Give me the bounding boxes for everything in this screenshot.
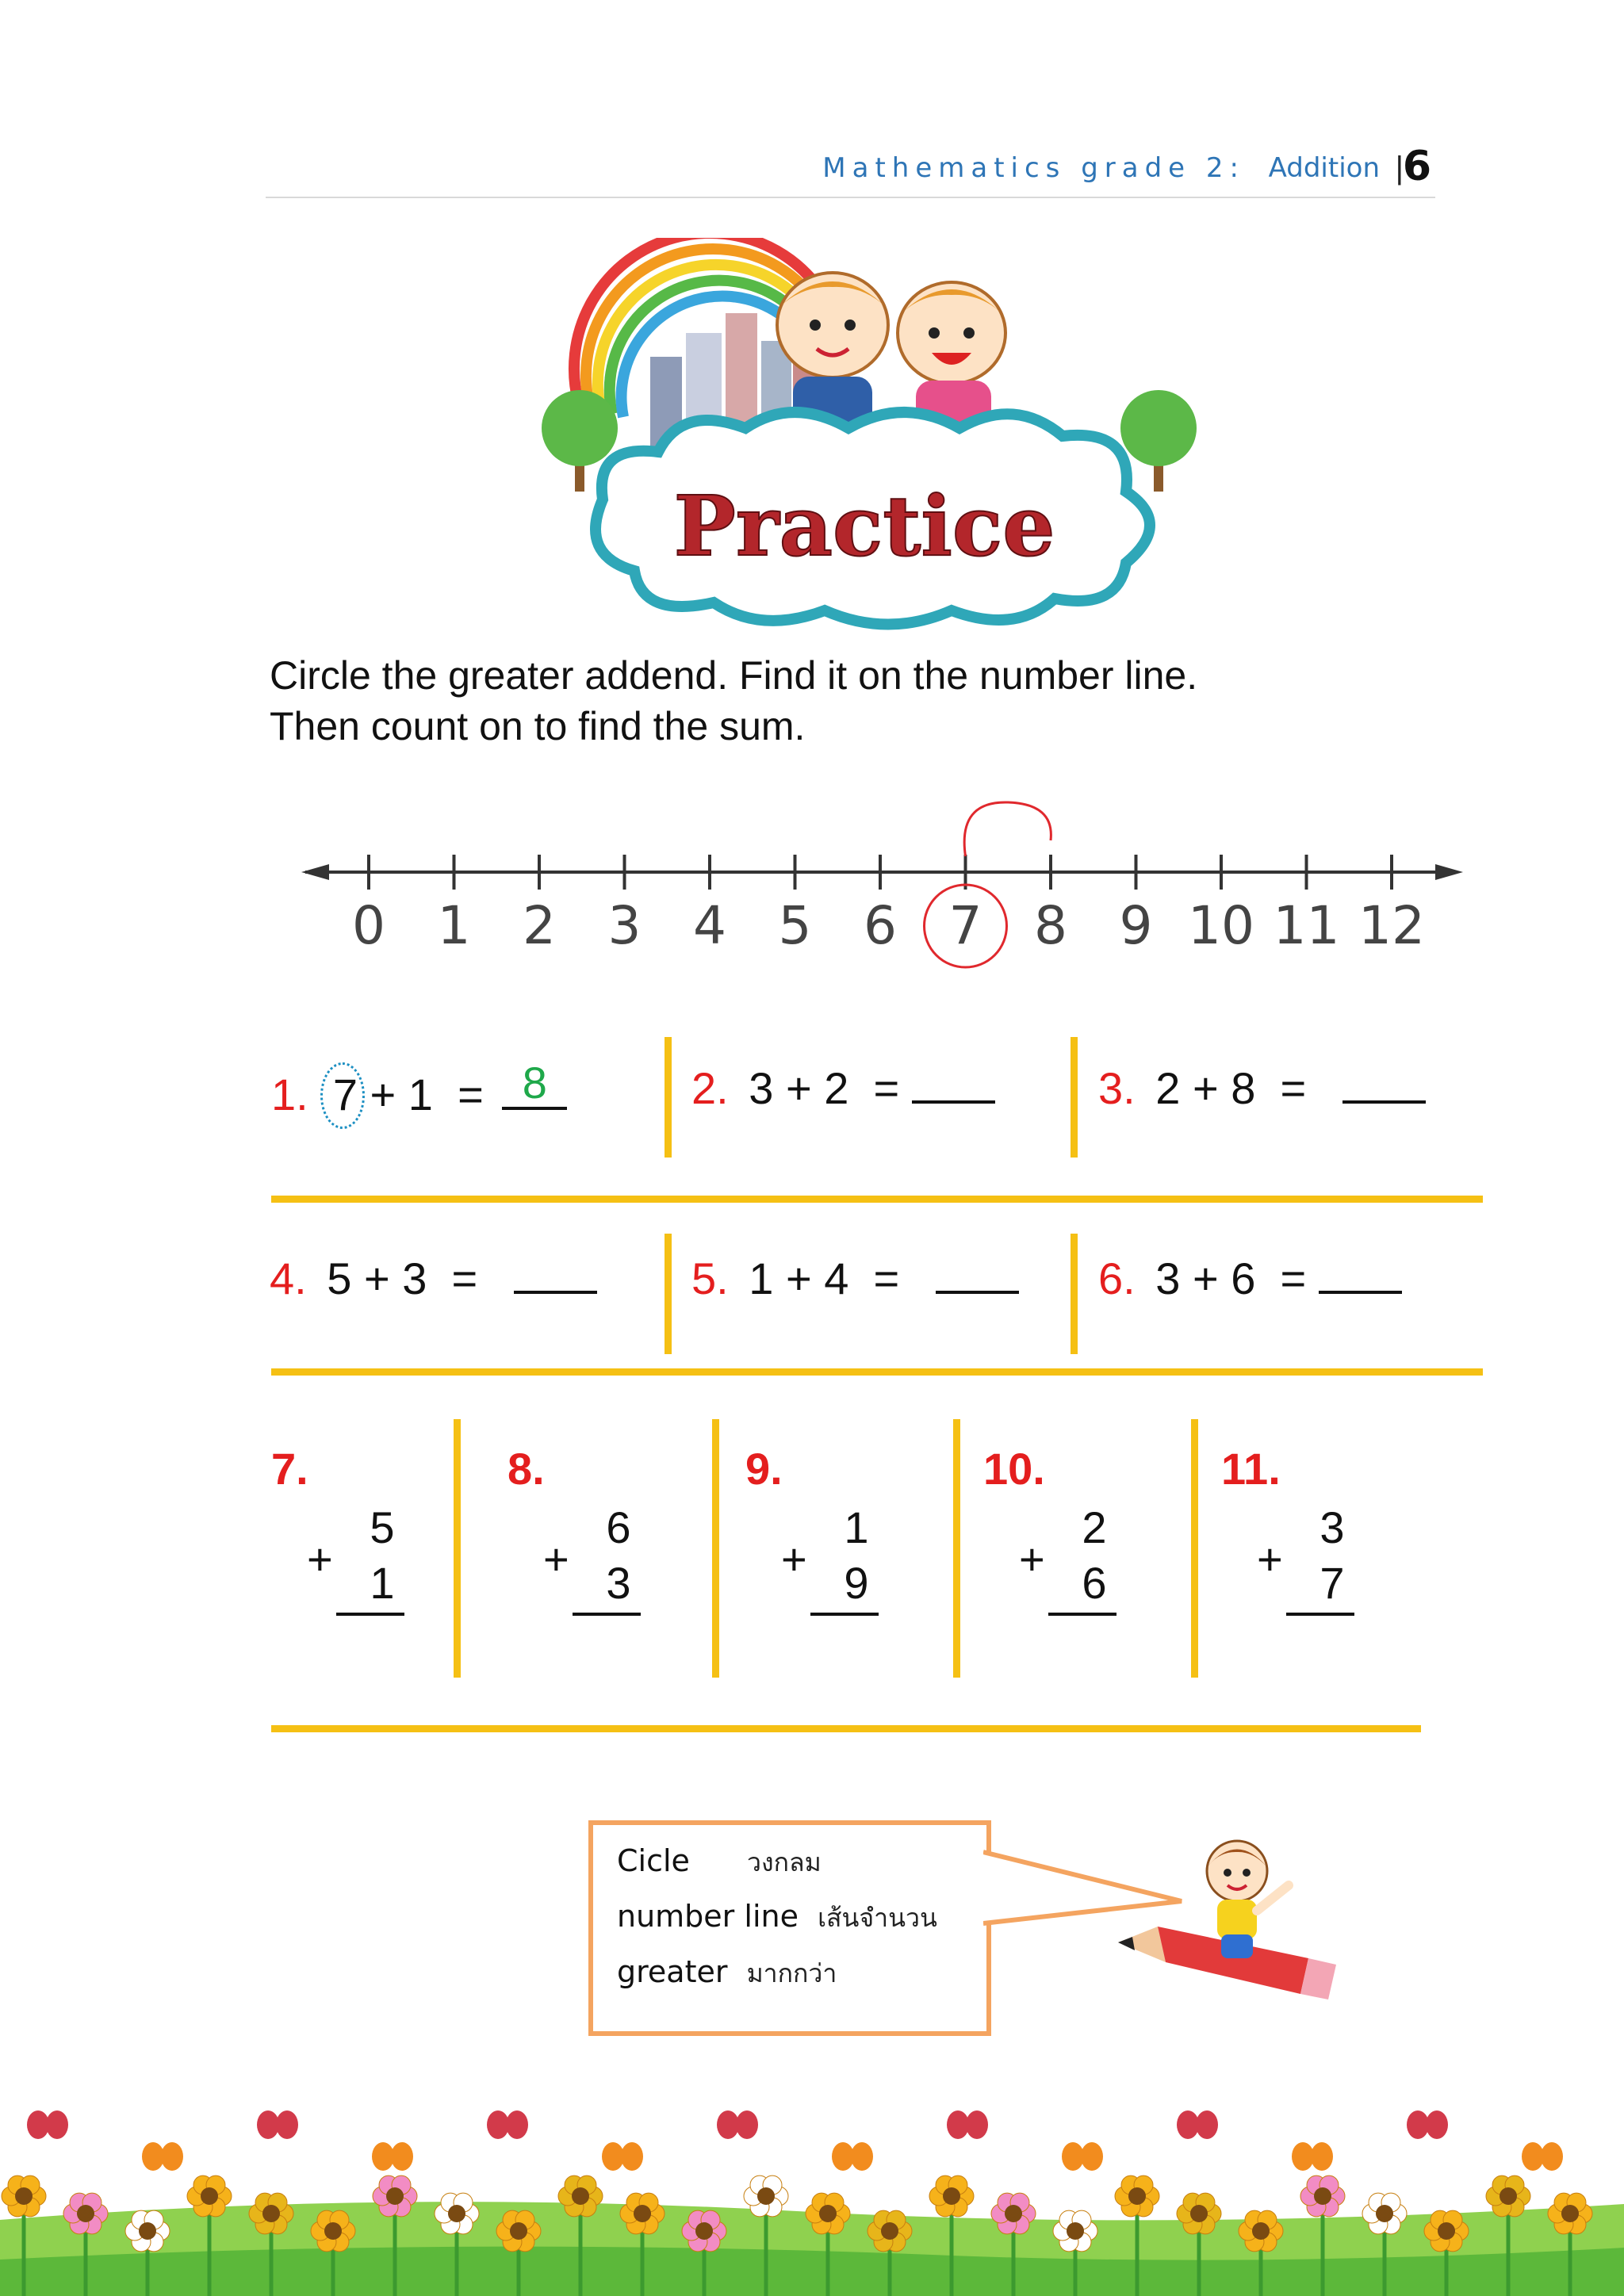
butterfly-icon bbox=[391, 2142, 413, 2171]
butterfly-icon bbox=[832, 2142, 854, 2171]
flower-center bbox=[201, 2187, 218, 2205]
bottom-addend: 9 bbox=[844, 1558, 869, 1608]
divider-vertical bbox=[1071, 1234, 1078, 1354]
instruction-line-1: Circle the greater addend. Find it on the number line. bbox=[270, 653, 1198, 698]
top-addend: 2 bbox=[1082, 1502, 1107, 1552]
butterfly-icon bbox=[602, 2142, 624, 2171]
flower-center bbox=[1067, 2222, 1084, 2240]
flower-center bbox=[1005, 2205, 1022, 2222]
vocab-english: number line bbox=[617, 1899, 799, 1934]
flower-center bbox=[572, 2187, 589, 2205]
flower-center bbox=[1376, 2205, 1393, 2222]
divider-vertical bbox=[665, 1037, 672, 1158]
plus-sign: + bbox=[1257, 1534, 1283, 1584]
bottom-addend: 1 bbox=[370, 1558, 395, 1608]
problem-number: 10. bbox=[983, 1444, 1045, 1494]
divider-vertical bbox=[1191, 1419, 1198, 1678]
flower-center bbox=[324, 2222, 342, 2240]
butterfly-icon bbox=[1196, 2110, 1218, 2139]
flower-center bbox=[943, 2187, 960, 2205]
problem-expression: 5 + 3 = bbox=[327, 1253, 478, 1303]
butterfly-icon bbox=[1081, 2142, 1103, 2171]
problem-number: 3. bbox=[1098, 1063, 1136, 1113]
flower-center bbox=[634, 2205, 651, 2222]
number-line-label: 1 bbox=[437, 895, 471, 956]
top-addend: 5 bbox=[370, 1502, 395, 1552]
butterfly-icon bbox=[161, 2142, 183, 2171]
problem-number: 4. bbox=[270, 1253, 307, 1303]
vocab-row bbox=[617, 1843, 822, 1883]
plus-sign: + bbox=[1019, 1534, 1045, 1584]
problem-3 bbox=[1098, 1062, 1426, 1114]
flower-center bbox=[1438, 2222, 1455, 2240]
butterfly-icon bbox=[1062, 2142, 1084, 2171]
flower-center bbox=[757, 2187, 775, 2205]
number-line-label: 11 bbox=[1273, 895, 1340, 956]
butterfly-icon bbox=[1177, 2110, 1199, 2139]
vocab-thai: วงกลม bbox=[747, 1847, 822, 1877]
flower-garden-border bbox=[0, 2101, 1624, 2296]
answer-blank[interactable] bbox=[502, 1058, 567, 1110]
vocab-english: greater bbox=[617, 1954, 728, 1989]
butterfly-icon bbox=[1407, 2110, 1429, 2139]
practice-word: Practice bbox=[673, 477, 1055, 575]
problem-number: 5. bbox=[691, 1253, 729, 1303]
butterfly-icon bbox=[142, 2142, 164, 2171]
answer-blank[interactable] bbox=[1342, 1062, 1426, 1104]
flower-center bbox=[139, 2222, 156, 2240]
flower-center bbox=[881, 2222, 898, 2240]
top-addend: 1 bbox=[844, 1502, 869, 1552]
problem-expression: 2 + 8 = bbox=[1155, 1063, 1307, 1113]
butterfly-icon bbox=[372, 2142, 394, 2171]
vocabulary-box bbox=[588, 1820, 991, 2036]
speech-bubble-tail bbox=[983, 1847, 1221, 1942]
problem-5 bbox=[691, 1253, 1019, 1304]
flower-center bbox=[819, 2205, 837, 2222]
butterfly-icon bbox=[506, 2110, 528, 2139]
number-line-label: 9 bbox=[1119, 895, 1153, 956]
page-number: 6 bbox=[1402, 143, 1431, 190]
flower-center bbox=[1314, 2187, 1331, 2205]
butterfly-icon bbox=[46, 2110, 68, 2139]
header-topic: Addition bbox=[1268, 152, 1380, 184]
plus-sign: + bbox=[543, 1534, 569, 1584]
answer-line[interactable] bbox=[810, 1613, 879, 1616]
butterfly-icon bbox=[276, 2110, 298, 2139]
problem-6 bbox=[1098, 1253, 1402, 1304]
flower-center bbox=[1252, 2222, 1270, 2240]
flower-center bbox=[510, 2222, 527, 2240]
problem-number: 9. bbox=[745, 1444, 783, 1494]
number-line bbox=[297, 793, 1471, 975]
plus-sign: + bbox=[307, 1534, 333, 1584]
instructions bbox=[270, 650, 1459, 752]
butterfly-icon bbox=[1426, 2110, 1448, 2139]
answer-blank[interactable] bbox=[936, 1253, 1019, 1294]
top-addend: 3 bbox=[1320, 1502, 1345, 1552]
top-addend: 6 bbox=[606, 1502, 631, 1552]
flower-center bbox=[386, 2187, 404, 2205]
answer-line[interactable] bbox=[573, 1613, 641, 1616]
number-line-label: 5 bbox=[778, 895, 812, 956]
flower-center bbox=[1190, 2205, 1208, 2222]
answer-blank[interactable] bbox=[912, 1062, 995, 1104]
butterfly-icon bbox=[621, 2142, 643, 2171]
divider-horizontal bbox=[271, 1725, 1421, 1732]
number-line-label: 12 bbox=[1358, 895, 1425, 956]
problem-number: 7. bbox=[271, 1444, 308, 1494]
butterfly-icon bbox=[27, 2110, 49, 2139]
butterfly-icon bbox=[1292, 2142, 1314, 2171]
answer-line[interactable] bbox=[336, 1613, 404, 1616]
flower-center bbox=[1500, 2187, 1517, 2205]
butterfly-icon bbox=[736, 2110, 758, 2139]
divider-vertical bbox=[665, 1234, 672, 1354]
flower-center bbox=[1128, 2187, 1146, 2205]
arrow-left-icon bbox=[301, 864, 329, 880]
butterfly-icon bbox=[1541, 2142, 1563, 2171]
butterfly-icon bbox=[1311, 2142, 1333, 2171]
practice-banner-illustration bbox=[508, 238, 1229, 634]
problem-expression: 1 + 4 = bbox=[749, 1253, 900, 1303]
flower-center bbox=[448, 2205, 465, 2222]
butterfly-icon bbox=[717, 2110, 739, 2139]
count-on-jump-arc bbox=[964, 802, 1051, 856]
problem-1 bbox=[271, 1058, 567, 1120]
bottom-addend: 7 bbox=[1320, 1558, 1345, 1608]
header-separator: | bbox=[1395, 151, 1404, 186]
vocab-row bbox=[617, 1954, 837, 1994]
dotted-circle-mark bbox=[320, 1062, 365, 1129]
instruction-line-2: Then count on to find the sum. bbox=[270, 704, 806, 748]
number-line-label: 6 bbox=[864, 895, 897, 956]
butterfly-icon bbox=[966, 2110, 988, 2139]
butterfly-icon bbox=[947, 2110, 969, 2139]
vocab-thai: เส้นจำนวน bbox=[818, 1903, 937, 1933]
divider-horizontal bbox=[271, 1368, 1483, 1376]
number-line-label: 3 bbox=[607, 895, 642, 956]
problem-number: 2. bbox=[691, 1063, 729, 1113]
bottom-addend: 6 bbox=[1082, 1558, 1107, 1608]
number-line-label: 4 bbox=[693, 895, 726, 956]
problem-number: 8. bbox=[508, 1444, 545, 1494]
divider-horizontal bbox=[271, 1196, 1483, 1203]
number-line-label: 0 bbox=[352, 895, 385, 956]
flower-center bbox=[262, 2205, 280, 2222]
divider-vertical bbox=[712, 1419, 719, 1678]
divider-vertical bbox=[953, 1419, 960, 1678]
flower-center bbox=[15, 2187, 33, 2205]
problem-number: 1. bbox=[271, 1070, 308, 1119]
butterfly-icon bbox=[851, 2142, 873, 2171]
problem-expression: + 1 = bbox=[357, 1070, 484, 1119]
flower-center bbox=[77, 2205, 94, 2222]
answer-line[interactable] bbox=[1286, 1613, 1354, 1616]
butterfly-icon bbox=[1522, 2142, 1544, 2171]
answer-value: 8 bbox=[522, 1058, 547, 1108]
circled-addend: 7 bbox=[333, 1069, 358, 1120]
header-title: Mathematics grade 2: bbox=[822, 152, 1245, 184]
divider-vertical bbox=[1071, 1037, 1078, 1158]
answer-line[interactable] bbox=[1048, 1613, 1116, 1616]
arrow-right-icon bbox=[1435, 864, 1463, 880]
plus-sign: + bbox=[781, 1534, 807, 1584]
vocab-english: Cicle bbox=[617, 1843, 690, 1878]
page-header bbox=[266, 143, 1435, 198]
problem-4 bbox=[270, 1253, 597, 1304]
problem-number: 6. bbox=[1098, 1253, 1136, 1303]
flower-center bbox=[1561, 2205, 1579, 2222]
number-line-label: 2 bbox=[523, 895, 556, 956]
problem-number: 11. bbox=[1221, 1444, 1281, 1494]
number-line-label: 8 bbox=[1034, 895, 1067, 956]
answer-blank[interactable] bbox=[514, 1253, 597, 1294]
butterfly-icon bbox=[257, 2110, 279, 2139]
bottom-addend: 3 bbox=[606, 1558, 631, 1608]
number-line-label: 10 bbox=[1188, 895, 1254, 956]
problem-2 bbox=[691, 1062, 995, 1114]
problem-expression: 3 + 2 = bbox=[749, 1063, 900, 1113]
number-line-label: 7 bbox=[948, 895, 982, 956]
problem-expression: 3 + 6 = bbox=[1155, 1253, 1307, 1303]
answer-blank[interactable] bbox=[1319, 1253, 1402, 1294]
vocab-thai: มากกว่า bbox=[746, 1958, 837, 1988]
vocab-row bbox=[617, 1898, 937, 1938]
butterfly-icon bbox=[487, 2110, 509, 2139]
flower-center bbox=[695, 2222, 713, 2240]
divider-vertical bbox=[454, 1419, 461, 1678]
